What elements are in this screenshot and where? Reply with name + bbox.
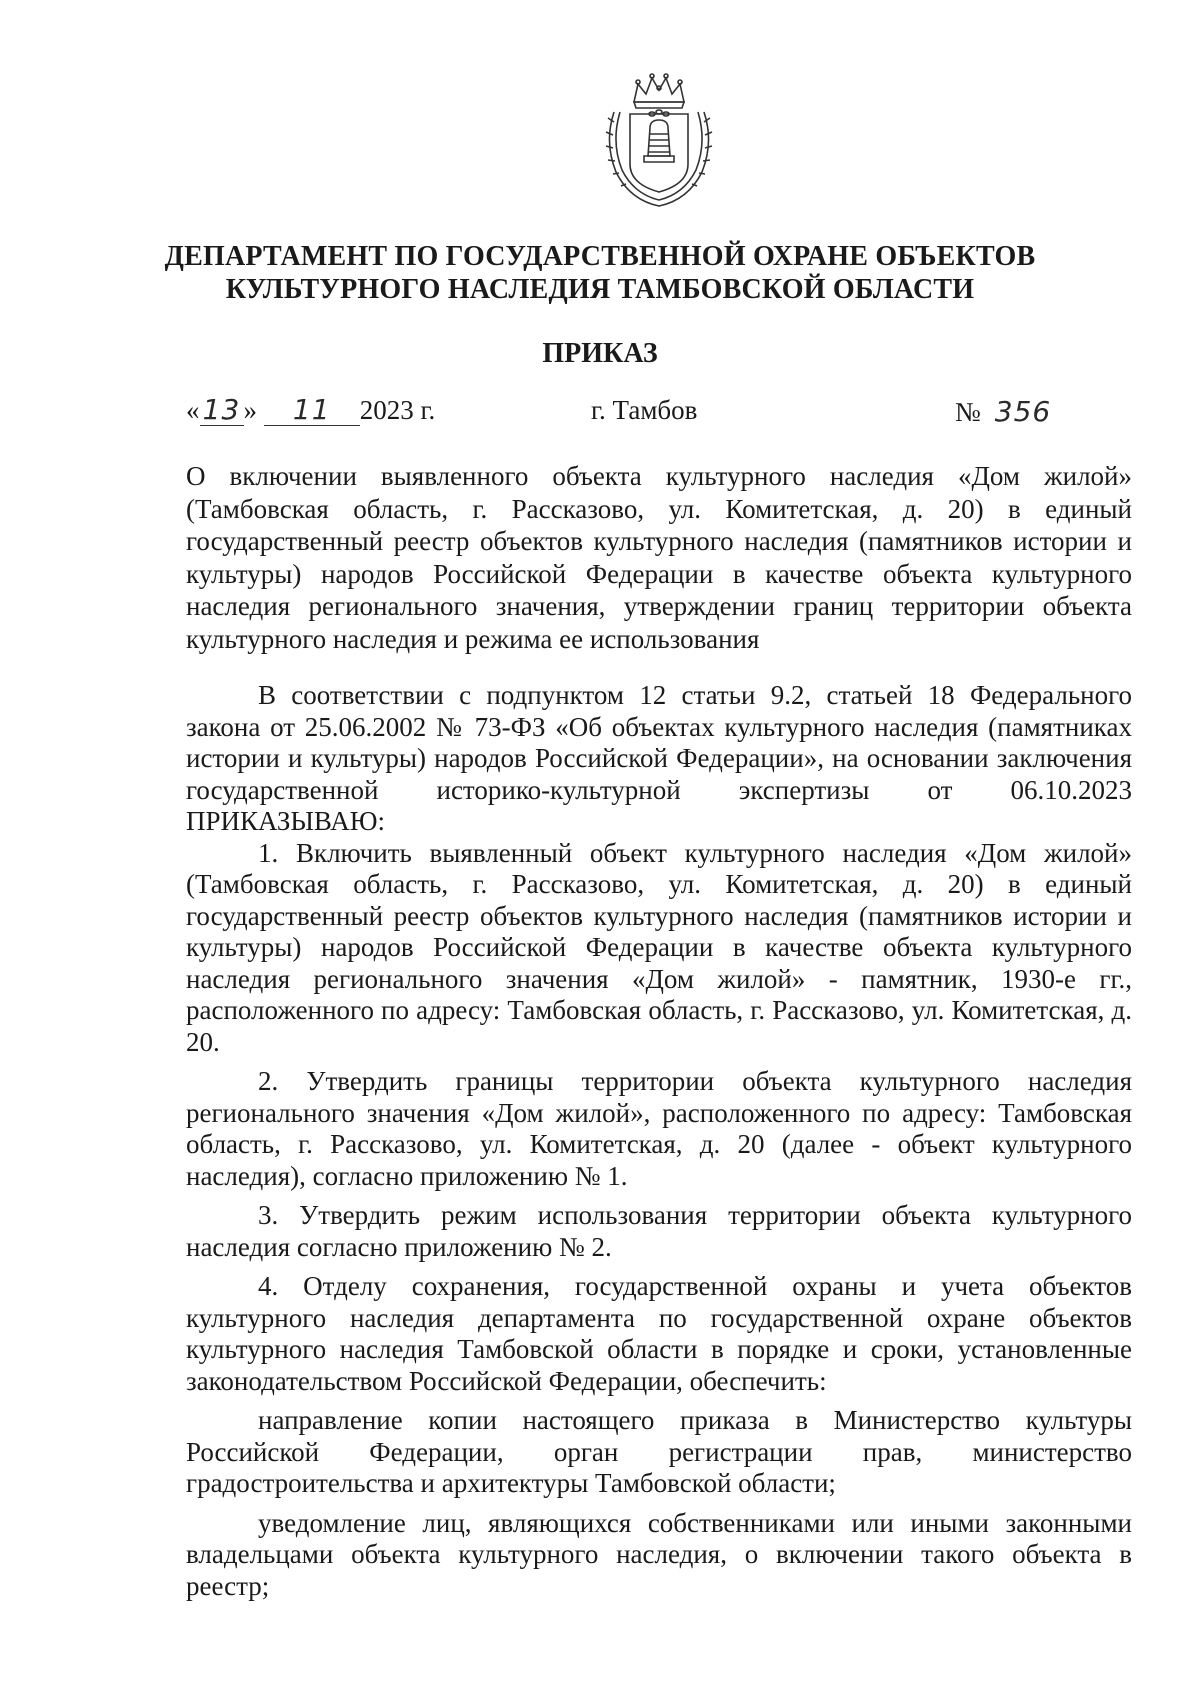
date-close-quote: » [243,395,257,425]
department-name [150,240,1050,306]
date-year: 2023 г. [359,395,436,425]
department-line-2: КУЛЬТУРНОГО НАСЛЕДИЯ ТАМБОВСКОЙ ОБЛАСТИ [225,274,975,305]
clause-4-item-2: уведомление лиц, являющихся собственниками или иными законными владельцами объекта культурного наследия, о включении такого объекта в реестр; [186,1507,1132,1601]
clause-4-item-1: направление копии настоящего приказа в Министерство культуры Российской Федерации, орган регистрации прав, министерство градостроительства и архитектуры Тамбовской области; [186,1405,1132,1498]
clause-2: 2. Утвердить границы территории объекта культурного наследия регионального значения «Дом жилой», расположенного по адресу: Тамбовская область, г. Рассказово, ул. Комитетская, д. 20 (далее - объект культурного наследия), согласно приложению № 1. [186,1066,1132,1191]
date-day: 13 [200,395,244,426]
number-sign: № [955,397,981,427]
order-city: г. Тамбов [591,395,698,425]
clause-4: 4. Отделу сохранения, государственной охраны и учета объектов культурного наследия департамента по государственной охране объектов культурного наследия Тамбовской области в порядке и сроки, установленные законодательством Российской Федерации, обеспечить: [186,1271,1132,1396]
order-number-value: 356 [994,395,1052,428]
clause-3: 3. Утвердить режим использования территории объекта культурного наследия согласно приложению № 2. [186,1200,1132,1262]
date-line [0,395,1200,435]
order-title: ПРИКАЗ [542,338,658,369]
date-open-quote: « [186,395,200,425]
order-date [186,395,435,426]
order-body [186,680,1132,1602]
clause-1: 1. Включить выявленный объект культурного наследия «Дом жилой» (Тамбовская область, г. Рассказово, ул. Комитетская, д. 20) в единый государственный реестр объектов культурного наследия (памятников истории и культуры) народов Российской Федерации в качестве объекта культурного наследия регионального значения «Дом жилой» - памятник, 1930-е гг., расположенного по адресу: Тамбовская область, г. Рассказово, ул. Комитетская, д. 20. [186,837,1132,1057]
order-subject: О включении выявленного объекта культурного наследия «Дом жилой» (Тамбовская область, г. Рассказово, ул. Комитетская, д. 20) в единый государственный реестр объектов культурного наследия (памятников истории и культуры) народов Российской Федерации в качестве объекта культурного наследия регионального значения, утверждении границ территории объекта культурного наследия и режима ее использования [186,461,1132,654]
date-month: 11 [264,395,360,426]
coat-of-arms-icon [594,72,724,210]
department-line-1: ДЕПАРТАМЕНТ ПО ГОСУДАРСТВЕННОЙ ОХРАНЕ ОБЪЕКТОВ [164,241,1036,272]
order-number [955,395,1051,428]
preamble-paragraph: В соответствии с подпунктом 12 статьи 9.2, статьей 18 Федерального закона от 25.06.2002 № 73-ФЗ «Об объектах культурного наследия (памятниках истории и культуры) народов Российской Федерации», на основании заключения государственной историко-культурной экспертизы от 06.10.2023 ПРИКАЗЫВАЮ: [186,680,1132,836]
